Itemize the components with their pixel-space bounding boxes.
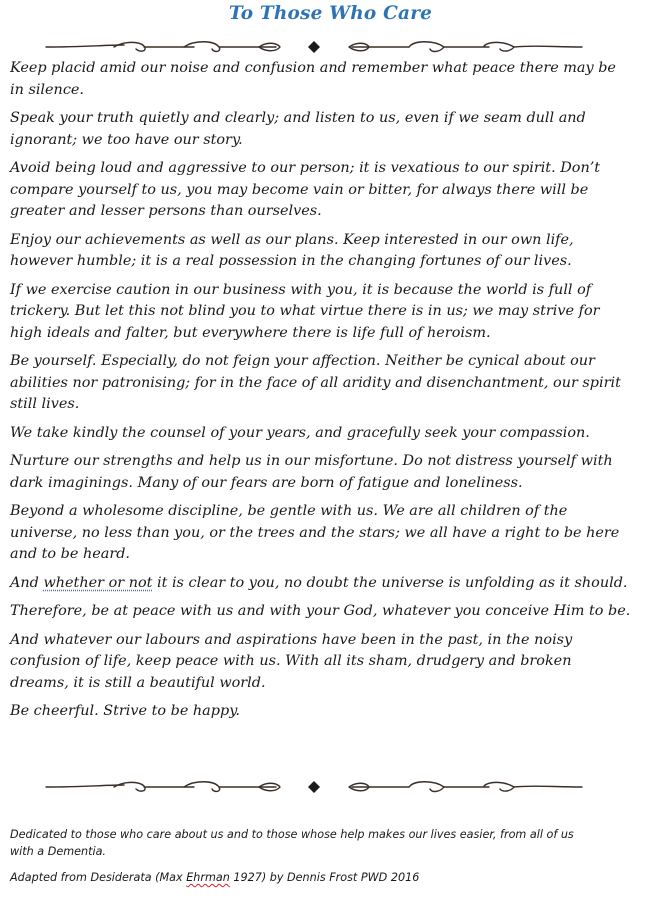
paragraph-5: If we exercise caution in our business with you, it is because the world is full of trickery. But let this not blind you to what virtue there is in us; we may strive for high ideals and falter, but everywhere there is life full of heroism. [10, 281, 600, 341]
paragraph-10: And whether or not it is clear to you, no doubt the universe is unfolding as it should. [10, 574, 628, 591]
credit-note: Adapted from Desiderata (Max Ehrman 1927) by Dennis Frost PWD 2016 [10, 871, 420, 884]
paragraph-9: Beyond a wholesome discipline, be gentle with us. We are all children of the universe, no less than you, or the trees and the stars; we all have a right to be here and to be heard. [10, 503, 620, 562]
poem-body [10, 58, 660, 730]
paragraph-3: Avoid being loud and aggressive to our person; it is vexatious to our spirit. Don’t compare yourself to us, you may become vain or bitter, for always there will be greater and lesser persons than ourselves. [10, 160, 601, 219]
spelling-flagged-word: Ehrman [186, 871, 230, 884]
top-divider-ornament [44, 36, 584, 58]
paragraph-7: We take kindly the counsel of your years, and gracefully seek your compassion. [10, 424, 590, 441]
paragraph-4: Enjoy our achievements as well as our plans. Keep interested in our own life, however humble; it is a real possession in the changing fortunes of our lives. [10, 231, 574, 269]
paragraph-8: Nurture our strengths and help us in our misfortune. Do not distress yourself with dark imaginings. Many of our fears are born of fatigue and loneliness. [10, 453, 613, 491]
bottom-divider-ornament [44, 776, 584, 798]
page-title: To Those Who Care [228, 3, 433, 24]
paragraph-13: Be cheerful. Strive to be happy. [10, 703, 240, 719]
grammar-flagged-phrase: whether or not [43, 574, 153, 591]
paragraph-1: Keep placid amid our noise and confusion and remember what peace there may be in silence. [10, 60, 616, 98]
paragraph-12: And whatever our labours and aspirations have been in the past, in the noisy confusion of life, keep peace with us. With all its sham, drudgery and broken dreams, it is still a beautiful world. [10, 631, 573, 691]
paragraph-6: Be yourself. Especially, do not feign your affection. Neither be cynical about our abilities nor patronising; for in the face of all aridity and disenchantment, our spirit still lives. [10, 353, 621, 412]
paragraph-11: Therefore, be at peace with us and with your God, whatever you conceive Him to be. [10, 603, 631, 619]
dedication-note: Dedicated to those who care about us and to those whose help makes our lives easier, from all of us with a Dementia. [10, 828, 574, 858]
paragraph-2: Speak your truth quietly and clearly; and listen to us, even if we seam dull and ignorant; we too have our story. [10, 110, 586, 148]
footer-notes [10, 827, 660, 897]
